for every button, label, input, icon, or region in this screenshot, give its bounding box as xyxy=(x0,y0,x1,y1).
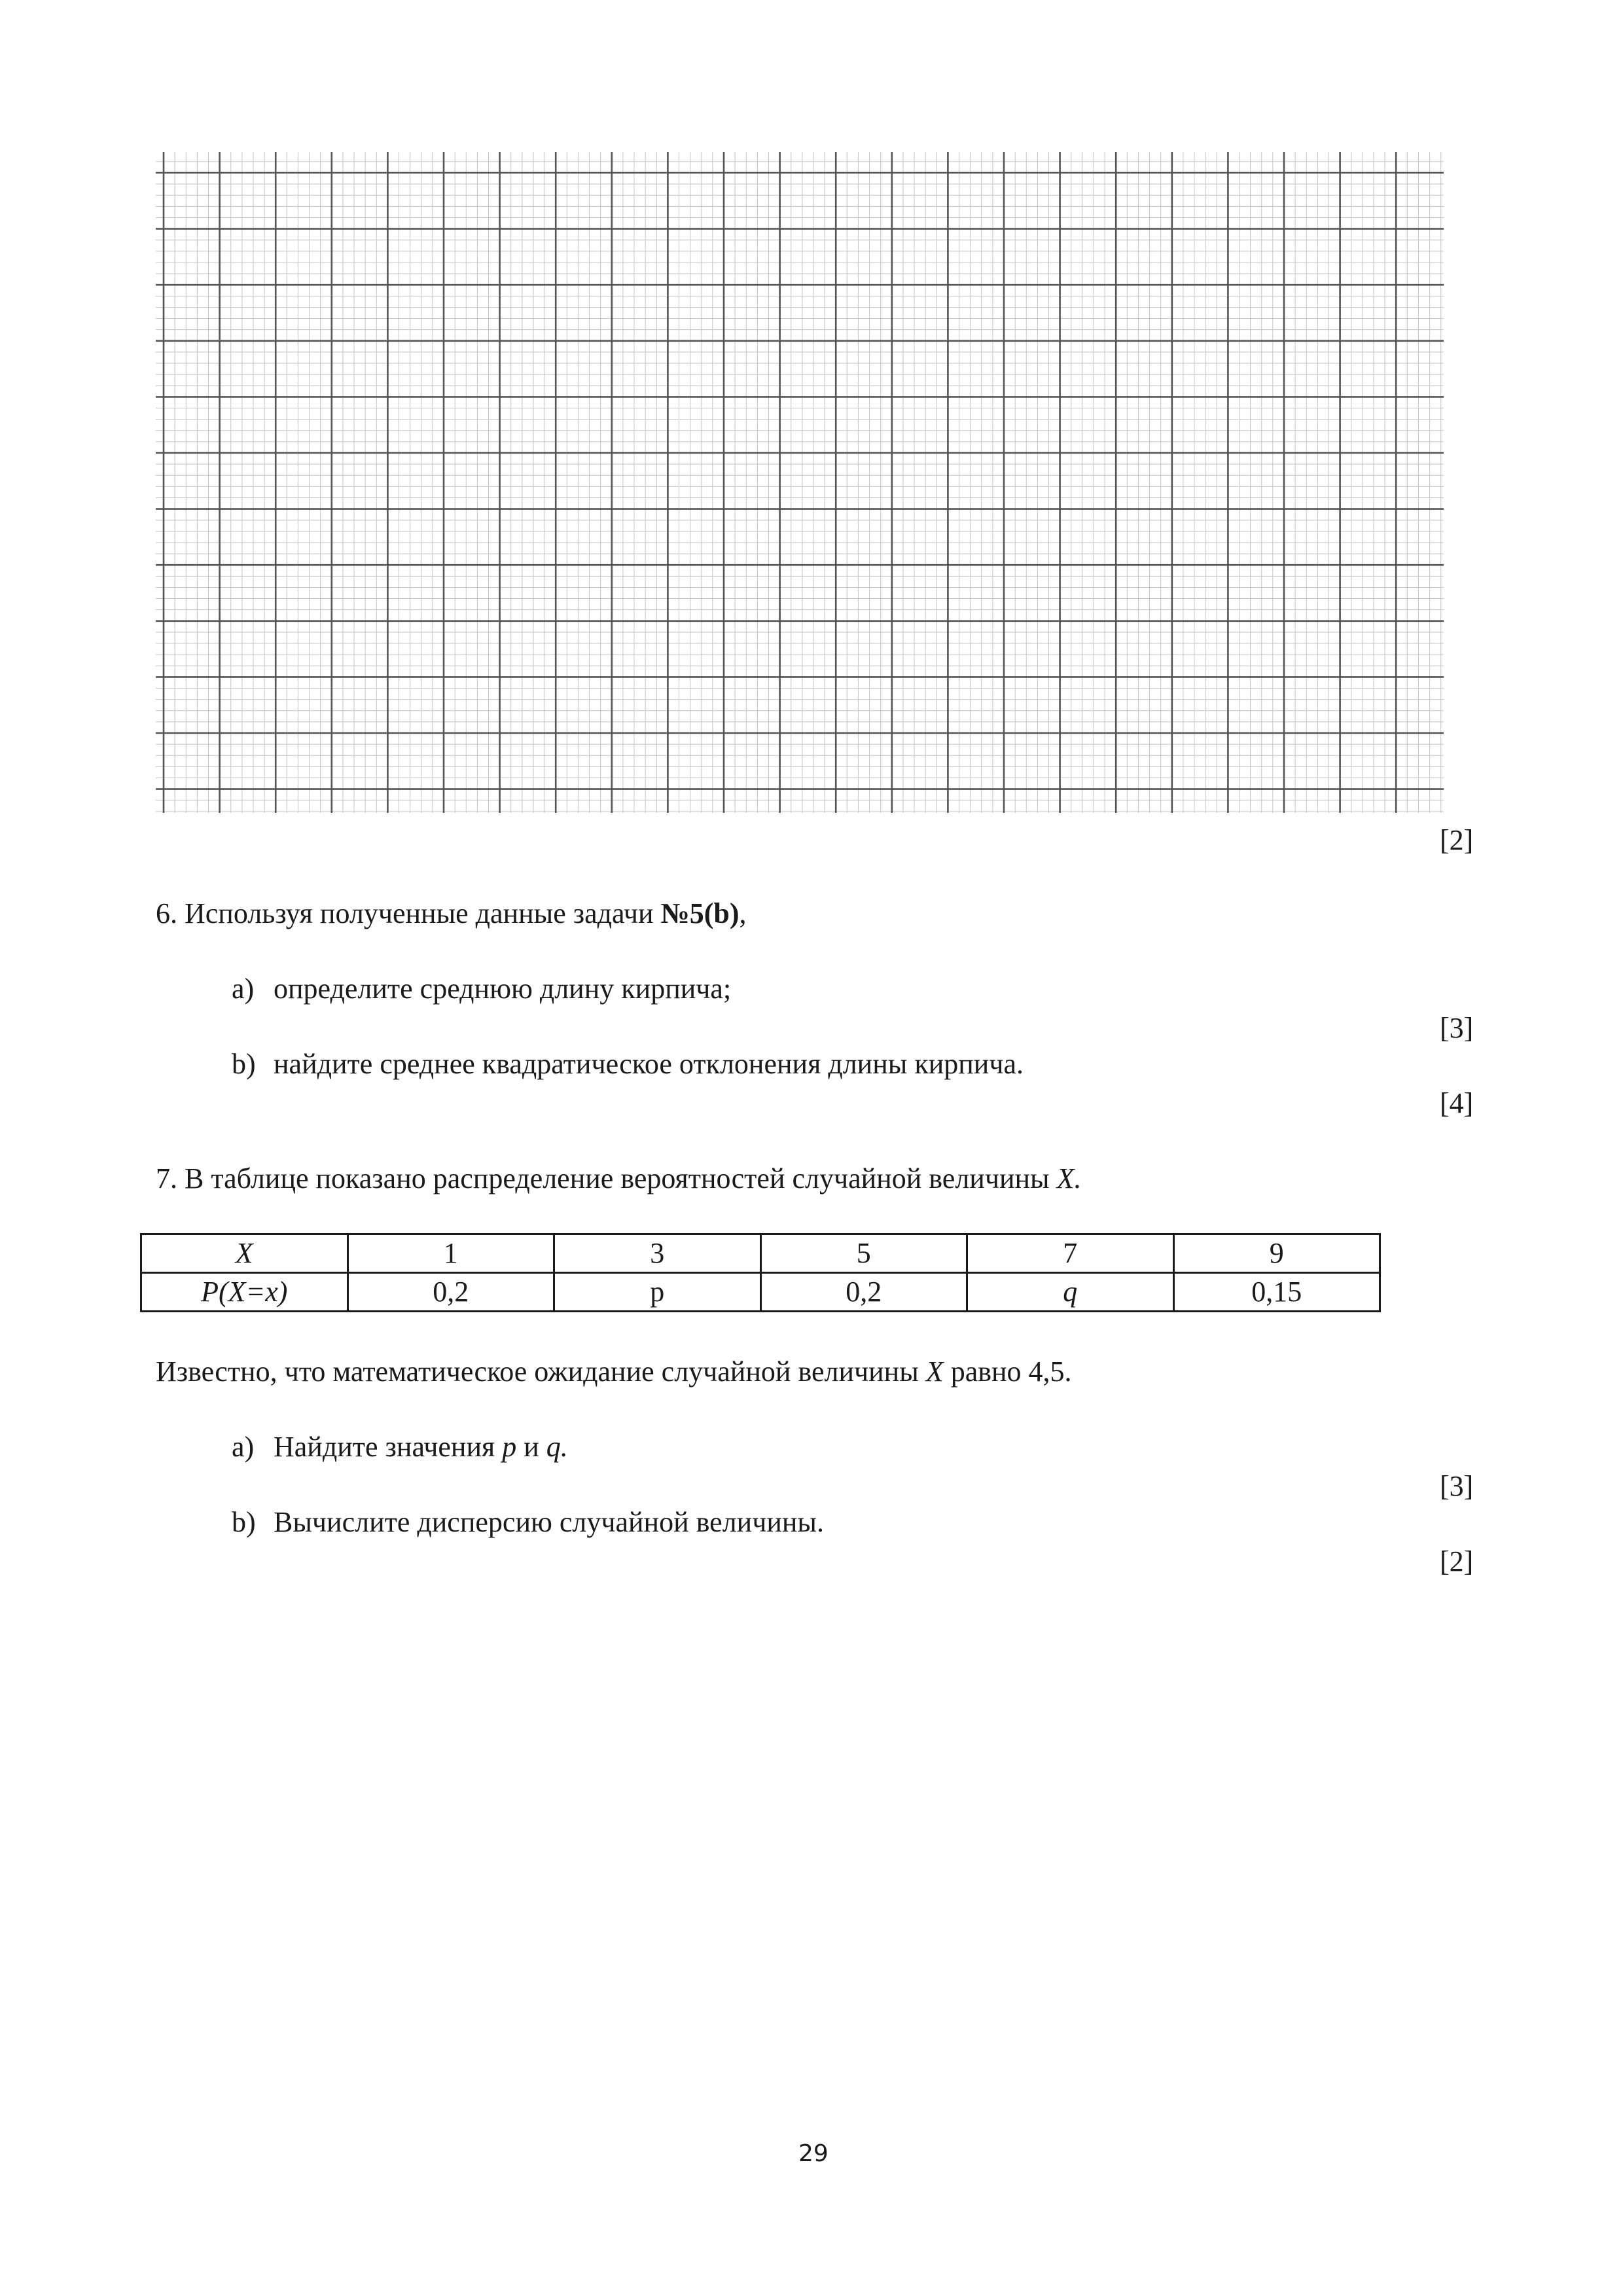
table-cell: P(X=x) xyxy=(141,1273,348,1312)
table-cell: 0,2 xyxy=(348,1273,554,1312)
graph-paper-grid xyxy=(156,152,1444,813)
table-row-probability xyxy=(141,1273,1380,1312)
mark-6b: [4] xyxy=(1440,1087,1474,1119)
table-cell: 5 xyxy=(760,1234,967,1273)
page-number: 29 xyxy=(798,2140,829,2167)
table-cell: 0,2 xyxy=(760,1273,967,1312)
question-7b-text: Вычислите дисперсию случайной величины. xyxy=(274,1506,824,1538)
table-cell: X xyxy=(141,1234,348,1273)
question-6b-label: b) xyxy=(232,1048,256,1080)
table-cell: 0,15 xyxy=(1173,1273,1380,1312)
table-cell: 9 xyxy=(1173,1234,1380,1273)
question-6b-text: найдите среднее квадратическое отклонения длины кирпича. xyxy=(274,1048,1024,1080)
question-7-known: Известно, что математическое ожидание случайной величины X равно 4,5. xyxy=(156,1355,1072,1388)
question-7b-label: b) xyxy=(232,1506,256,1538)
mark-7a: [3] xyxy=(1440,1470,1474,1502)
mark-6a: [3] xyxy=(1440,1012,1474,1044)
table-cell: p xyxy=(554,1273,761,1312)
table-cell: 3 xyxy=(554,1234,761,1273)
question-7-intro: 7. В таблице показано распределение вероятностей случайной величины X. xyxy=(156,1162,1082,1194)
question-6a-label: a) xyxy=(232,973,255,1005)
table-cell: 1 xyxy=(348,1234,554,1273)
mark-graph: [2] xyxy=(1440,824,1474,856)
mark-7b: [2] xyxy=(1440,1545,1474,1577)
table-row-x xyxy=(141,1234,1380,1273)
question-6-intro: 6. Используя полученные данные задачи №5(b), xyxy=(156,897,747,929)
question-6a-text: определите среднюю длину кирпича; xyxy=(274,973,732,1005)
table-cell: q xyxy=(967,1273,1174,1312)
distribution-table xyxy=(140,1233,1381,1312)
table-cell: 7 xyxy=(967,1234,1174,1273)
question-7a-text: Найдите значения p и q. xyxy=(274,1431,568,1463)
question-7a-label: a) xyxy=(232,1431,255,1463)
